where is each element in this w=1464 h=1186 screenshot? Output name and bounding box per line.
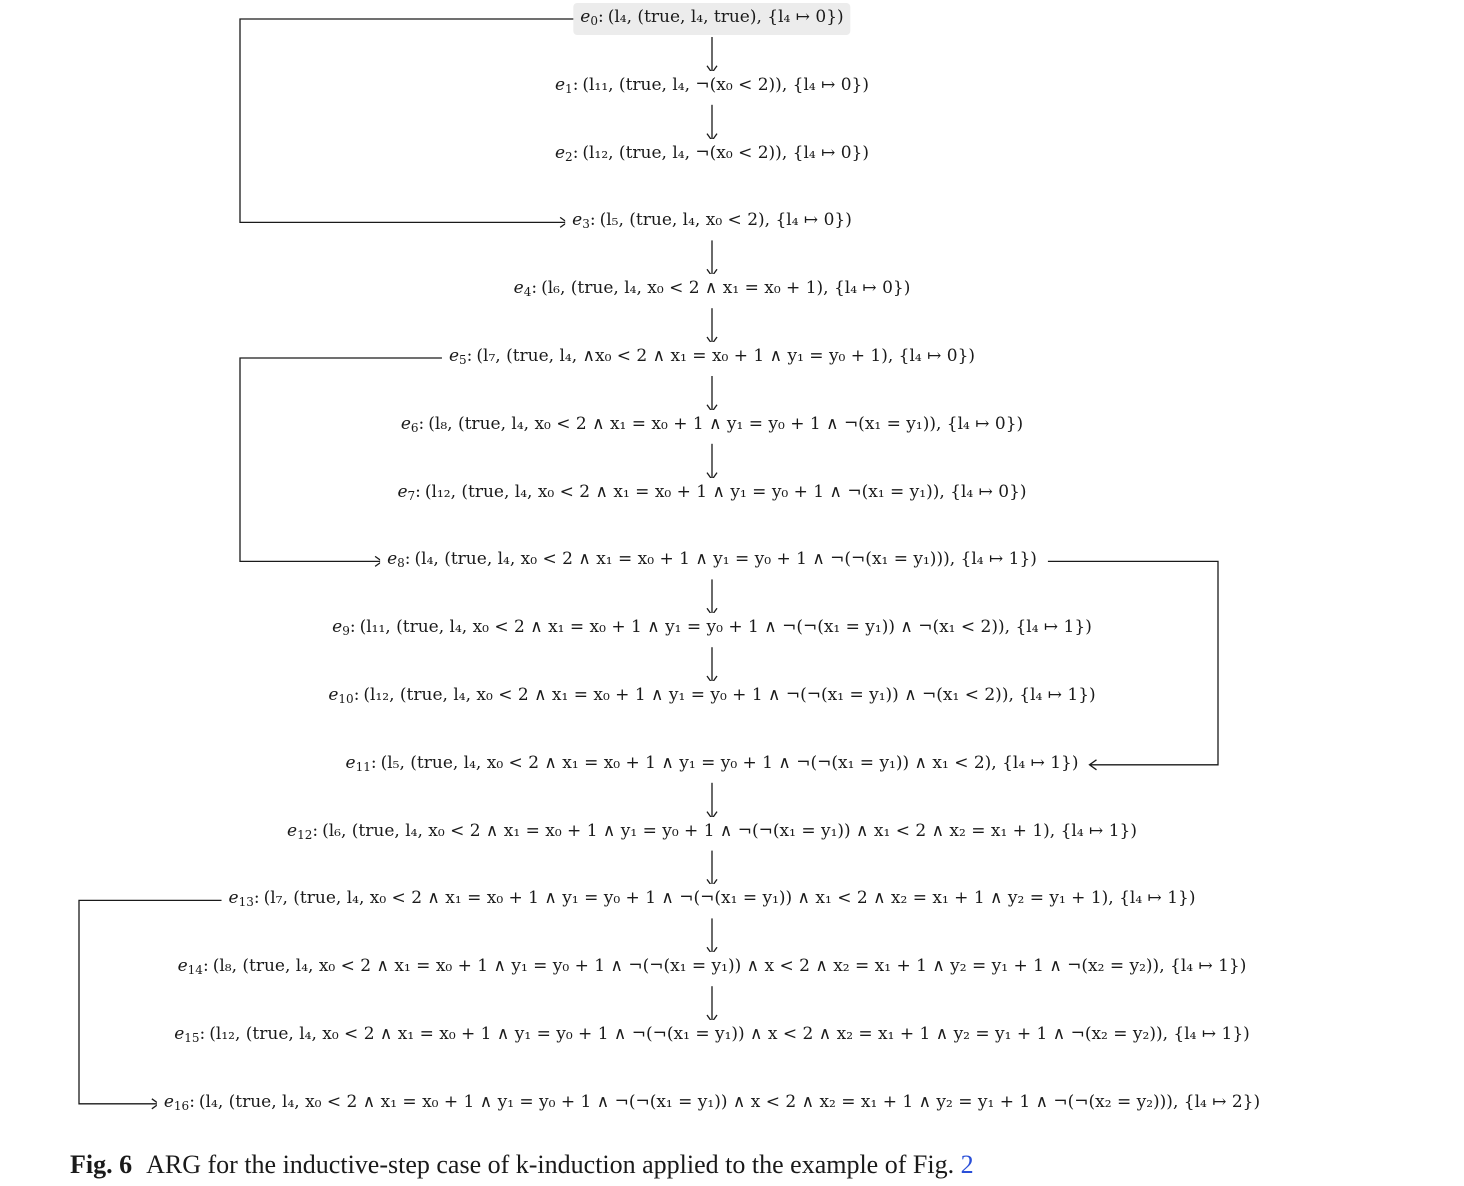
arg-node-e0	[573, 3, 850, 35]
node-id: e	[554, 142, 566, 163]
node-id-subscript: 11	[355, 759, 371, 774]
arg-node-e15	[167, 1020, 1257, 1052]
edge-e13-e16	[79, 900, 226, 1103]
node-id-subscript: 16	[173, 1098, 190, 1113]
arg-node-e6	[394, 410, 1030, 442]
node-separator: :	[199, 1024, 206, 1044]
node-id-subscript: 3	[582, 217, 590, 232]
node-id-subscript: 10	[338, 692, 354, 706]
node-id-subscript: 0	[590, 14, 599, 28]
arg-node-e16	[157, 1088, 1267, 1120]
caption-fig-link[interactable]: 2	[960, 1150, 974, 1179]
node-separator: :	[404, 549, 411, 570]
arg-node-e7	[390, 478, 1033, 510]
node-label: (l₆, (true, l₄, x₀ < 2 ∧ x₁ = x₀ + 1 ∧ y₁ = y₀ + 1 ∧ ¬(¬(x₁ = y₁)) ∧ x₁ < 2 ∧ x₂ = x₁ + 1), {l₄ ↦ 1})	[322, 820, 1137, 841]
arg-node-e3	[565, 206, 859, 238]
node-separator: :	[353, 685, 360, 705]
edge-e8-e11	[1048, 561, 1218, 764]
node-label: (l₈, (true, l₄, x₀ < 2 ∧ x₁ = x₀ + 1 ∧ y₁ = y₀ + 1 ∧ ¬(x₁ = y₁)), {l₄ ↦ 0})	[428, 413, 1024, 434]
node-id: e	[448, 346, 459, 366]
arg-node-e11	[339, 749, 1086, 781]
node-id: e	[174, 1024, 185, 1044]
node-label: (l₆, (true, l₄, x₀ < 2 ∧ x₁ = x₀ + 1), {l₄ ↦ 0})	[541, 278, 911, 299]
node-id: e	[177, 956, 188, 977]
node-separator: :	[572, 74, 579, 95]
node-id: e	[387, 549, 398, 570]
node-separator: :	[598, 7, 604, 27]
arg-node-e14	[171, 952, 1254, 984]
node-id: e	[513, 278, 524, 299]
node-id-subscript: 14	[187, 963, 203, 978]
node-label: (l₅, (true, l₄, x₀ < 2), {l₄ ↦ 0})	[599, 210, 852, 231]
node-separator: :	[189, 1091, 195, 1112]
node-label: (l₁₂, (true, l₄, x₀ < 2 ∧ x₁ = x₀ + 1 ∧ y₁ = y₀ + 1 ∧ ¬(¬(x₁ = y₁)) ∧ ¬(x₁ < 2)), {l₄ ↦ 1})	[363, 685, 1096, 705]
node-separator: :	[253, 888, 260, 909]
node-id-subscript: 7	[407, 488, 416, 503]
node-separator: :	[531, 278, 538, 299]
node-id: e	[332, 617, 343, 638]
node-id-subscript: 1	[565, 81, 573, 96]
node-separator: :	[415, 481, 421, 502]
node-id-subscript: 6	[410, 420, 419, 435]
arg-node-e10	[321, 681, 1102, 713]
node-label: (l₈, (true, l₄, x₀ < 2 ∧ x₁ = x₀ + 1 ∧ y₁ = y₀ + 1 ∧ ¬(¬(x₁ = y₁)) ∧ x < 2 ∧ x₂ = x₁ + 1 ∧ y₂ = y₁ + 1 ∧ ¬(x₂ = y₂)), {l₄ ↦ 1})	[212, 956, 1247, 977]
node-separator: :	[589, 210, 596, 231]
node-separator: :	[572, 142, 579, 163]
caption-text: ARG for the inductive-step case of k-induction applied to the example of Fig.	[146, 1150, 961, 1179]
node-id-subscript: 4	[523, 285, 532, 300]
node-id: e	[345, 752, 356, 773]
node-label: (l₄, (true, l₄, x₀ < 2 ∧ x₁ = x₀ + 1 ∧ y₁ = y₀ + 1 ∧ ¬(¬(x₁ = y₁)) ∧ x < 2 ∧ x₂ = x₁ + 1 ∧ y₂ = y₁ + 1 ∧ ¬(¬(x₂ = y₂))), {l₄ ↦ 2})	[198, 1091, 1261, 1112]
arg-node-e1	[548, 71, 876, 103]
node-label: (l₁₂, (true, l₄, x₀ < 2 ∧ x₁ = x₀ + 1 ∧ y₁ = y₀ + 1 ∧ ¬(¬(x₁ = y₁)) ∧ x < 2 ∧ x₂ = x₁ + 1 ∧ y₂ = y₁ + 1 ∧ ¬(x₂ = y₂)), {l₄ ↦ 1})	[209, 1024, 1250, 1044]
arg-node-e13	[222, 884, 1203, 916]
node-id: e	[554, 74, 566, 95]
node-label: (l₅, (true, l₄, x₀ < 2 ∧ x₁ = x₀ + 1 ∧ y₁ = y₀ + 1 ∧ ¬(¬(x₁ = y₁)) ∧ x₁ < 2), {l₄ ↦ 1})	[380, 752, 1079, 773]
node-id: e	[328, 685, 339, 705]
node-separator: :	[418, 413, 425, 434]
node-id: e	[228, 888, 239, 909]
node-id: e	[572, 210, 583, 231]
caption-fig-label: Fig. 6	[70, 1150, 133, 1179]
arg-node-e12	[280, 817, 1144, 849]
node-separator: :	[370, 752, 377, 773]
arg-node-e8	[380, 545, 1044, 577]
node-id-subscript: 13	[238, 895, 254, 910]
node-separator: :	[466, 346, 473, 366]
node-id-subscript: 9	[342, 624, 350, 639]
node-label: (l₇, (true, l₄, x₀ < 2 ∧ x₁ = x₀ + 1 ∧ y₁ = y₀ + 1 ∧ ¬(¬(x₁ = y₁)) ∧ x₁ < 2 ∧ x₂ = x₁ + 1 ∧ y₂ = y₁ + 1), {l₄ ↦ 1})	[263, 888, 1196, 909]
node-id: e	[397, 481, 408, 502]
figure-caption	[70, 1150, 974, 1180]
edge-e5-e8	[240, 358, 446, 561]
node-id: e	[163, 1091, 174, 1112]
node-separator: :	[349, 617, 356, 638]
node-label: (l₁₁, (true, l₄, x₀ < 2 ∧ x₁ = x₀ + 1 ∧ y₁ = y₀ + 1 ∧ ¬(¬(x₁ = y₁)) ∧ ¬(x₁ < 2)), {l₄ ↦ 1})	[359, 617, 1092, 638]
arg-node-e4	[507, 274, 918, 306]
node-separator: :	[312, 820, 319, 841]
node-id-subscript: 2	[565, 149, 573, 164]
node-label: (l₄, (true, l₄, true), {l₄ ↦ 0})	[607, 7, 844, 27]
edge-e0-e3	[240, 19, 577, 222]
node-label: (l₄, (true, l₄, x₀ < 2 ∧ x₁ = x₀ + 1 ∧ y₁ = y₀ + 1 ∧ ¬(¬(x₁ = y₁))), {l₄ ↦ 1})	[414, 549, 1037, 570]
node-label: (l₁₂, (true, l₄, x₀ < 2 ∧ x₁ = x₀ + 1 ∧ y₁ = y₀ + 1 ∧ ¬(x₁ = y₁)), {l₄ ↦ 0})	[424, 481, 1027, 502]
node-id-subscript: 15	[184, 1031, 200, 1045]
node-label: (l₁₂, (true, l₄, ¬(x₀ < 2)), {l₄ ↦ 0})	[582, 142, 870, 163]
node-id-subscript: 12	[297, 827, 313, 842]
arg-node-e9	[325, 613, 1099, 645]
node-id: e	[287, 820, 298, 841]
node-id: e	[400, 413, 411, 434]
arg-node-e2	[548, 139, 876, 171]
arg-node-e5	[442, 342, 982, 374]
node-label: (l₇, (true, l₄, ∧x₀ < 2 ∧ x₁ = x₀ + 1 ∧ y₁ = y₀ + 1), {l₄ ↦ 0})	[476, 346, 976, 366]
node-separator: :	[202, 956, 209, 977]
node-id-subscript: 8	[397, 556, 405, 571]
node-id: e	[580, 7, 591, 27]
node-id-subscript: 5	[459, 353, 467, 367]
node-label: (l₁₁, (true, l₄, ¬(x₀ < 2)), {l₄ ↦ 0})	[582, 74, 870, 95]
